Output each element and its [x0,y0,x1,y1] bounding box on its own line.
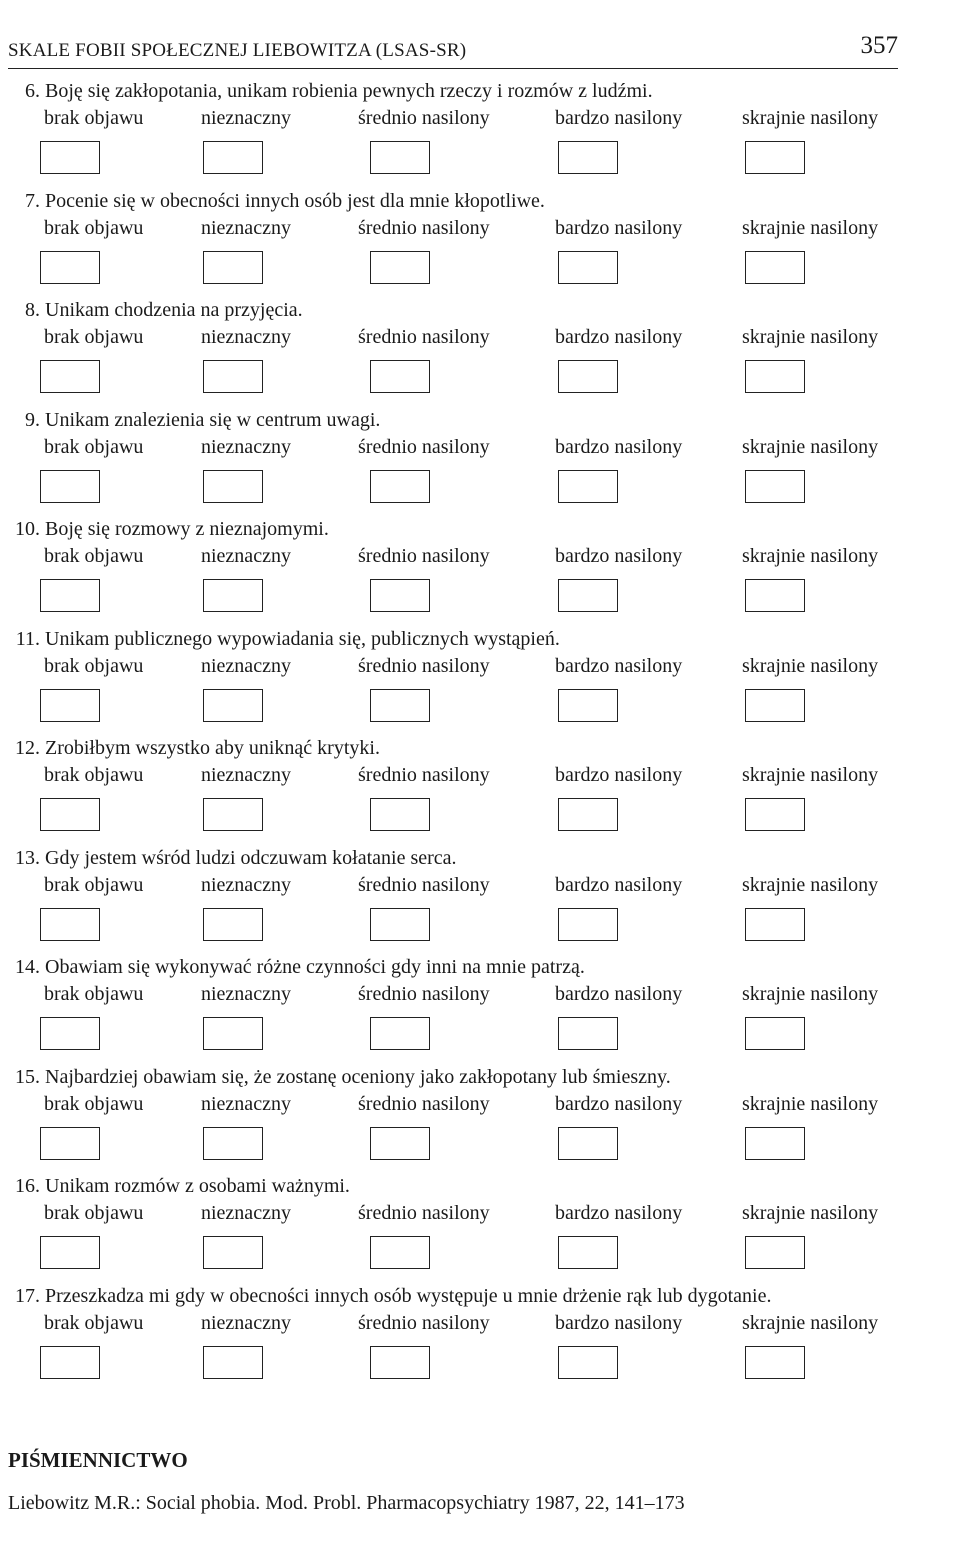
answer-checkbox[interactable] [203,798,263,831]
question-item [0,299,960,409]
reference-entry: Liebowitz M.R.: Social phobia. Mod. Probl. Pharmacopsychiatry 1987, 22, 141–173 [8,1492,685,1514]
option-label: brak objawu [44,874,144,896]
answer-checkbox[interactable] [40,1236,100,1269]
option-label: nieznaczny [201,545,291,567]
option-label: skrajnie nasilony [742,545,879,567]
question-text: Boję się zakłopotania, unikam robienia pewnych rzeczy i rozmów z ludźmi. [45,80,653,102]
option-label: brak objawu [44,1093,144,1115]
option-label: skrajnie nasilony [742,217,879,239]
option-label: brak objawu [44,983,144,1005]
question-number: 17. [15,1285,40,1307]
option-label: nieznaczny [201,655,291,677]
answer-checkbox[interactable] [203,689,263,722]
question-item [0,1066,960,1176]
option-label: skrajnie nasilony [742,655,879,677]
question-text: Obawiam się wykonywać różne czynności gdy inni na mnie patrzą. [45,956,585,978]
question-item [0,1285,960,1395]
question-text: Unikam chodzenia na przyjęcia. [45,299,303,321]
answer-checkbox[interactable] [370,798,430,831]
answer-checkbox[interactable] [40,251,100,284]
answer-checkbox[interactable] [370,251,430,284]
answer-checkbox[interactable] [370,908,430,941]
question-number: 9. [25,409,40,431]
answer-checkbox[interactable] [40,798,100,831]
option-label: brak objawu [44,326,144,348]
question-item [0,737,960,847]
option-label: nieznaczny [201,1093,291,1115]
option-label: średnio nasilony [358,545,490,567]
option-label: brak objawu [44,107,144,129]
answer-checkbox[interactable] [370,360,430,393]
answer-checkbox[interactable] [558,1346,618,1379]
answer-checkbox[interactable] [558,689,618,722]
option-label: średnio nasilony [358,764,490,786]
question-number: 8. [25,299,40,321]
option-label: brak objawu [44,436,144,458]
option-label: bardzo nasilony [555,326,683,348]
option-label: skrajnie nasilony [742,436,879,458]
option-label: średnio nasilony [358,436,490,458]
question-text: Gdy jestem wśród ludzi odczuwam kołatanie serca. [45,847,457,869]
option-label: brak objawu [44,217,144,239]
question-item [0,518,960,628]
option-label: skrajnie nasilony [742,983,879,1005]
answer-checkbox[interactable] [40,1346,100,1379]
answer-checkbox[interactable] [558,908,618,941]
answer-checkbox[interactable] [745,1346,805,1379]
answer-checkbox[interactable] [745,470,805,503]
option-label: bardzo nasilony [555,655,683,677]
option-label: brak objawu [44,1312,144,1334]
option-label: bardzo nasilony [555,107,683,129]
question-text: Pocenie się w obecności innych osób jest dla mnie kłopotliwe. [45,190,545,212]
option-label: bardzo nasilony [555,983,683,1005]
option-label: bardzo nasilony [555,1312,683,1334]
option-label: średnio nasilony [358,1093,490,1115]
option-label: nieznaczny [201,107,291,129]
option-label: nieznaczny [201,1312,291,1334]
answer-checkbox[interactable] [40,689,100,722]
option-label: średnio nasilony [358,983,490,1005]
answer-checkbox[interactable] [40,579,100,612]
answer-checkbox[interactable] [40,1017,100,1050]
answer-checkbox[interactable] [558,1017,618,1050]
answer-checkbox[interactable] [370,1127,430,1160]
answer-checkbox[interactable] [745,1236,805,1269]
option-label: bardzo nasilony [555,217,683,239]
question-number: 6. [25,80,40,102]
option-label: nieznaczny [201,326,291,348]
answer-checkbox[interactable] [745,689,805,722]
answer-checkbox[interactable] [370,579,430,612]
answer-checkbox[interactable] [558,251,618,284]
option-label: bardzo nasilony [555,764,683,786]
answer-checkbox[interactable] [745,1017,805,1050]
option-label: brak objawu [44,1202,144,1224]
question-number: 15. [15,1066,40,1088]
option-label: skrajnie nasilony [742,1202,879,1224]
option-label: skrajnie nasilony [742,764,879,786]
answer-checkbox[interactable] [40,1127,100,1160]
question-text: Boję się rozmowy z nieznajomymi. [45,518,329,540]
answer-checkbox[interactable] [745,579,805,612]
option-label: skrajnie nasilony [742,326,879,348]
option-label: bardzo nasilony [555,545,683,567]
option-label: nieznaczny [201,983,291,1005]
running-title: SKALE FOBII SPOŁECZNEJ LIEBOWITZA (LSAS-SR) [8,40,467,61]
question-number: 10. [15,518,40,540]
option-label: skrajnie nasilony [742,874,879,896]
answer-checkbox[interactable] [370,1017,430,1050]
question-item [0,847,960,957]
answer-checkbox[interactable] [40,360,100,393]
option-label: nieznaczny [201,1202,291,1224]
question-item [0,409,960,519]
answer-checkbox[interactable] [370,1346,430,1379]
question-item [0,1175,960,1285]
option-label: nieznaczny [201,217,291,239]
answer-checkbox[interactable] [203,251,263,284]
option-label: skrajnie nasilony [742,1093,879,1115]
answer-checkbox[interactable] [558,470,618,503]
answer-checkbox[interactable] [203,1017,263,1050]
question-number: 14. [15,956,40,978]
option-label: skrajnie nasilony [742,107,879,129]
answer-checkbox[interactable] [558,579,618,612]
answer-checkbox[interactable] [558,1236,618,1269]
answer-checkbox[interactable] [203,908,263,941]
option-label: nieznaczny [201,436,291,458]
option-label: nieznaczny [201,874,291,896]
option-label: brak objawu [44,655,144,677]
answer-checkbox[interactable] [203,579,263,612]
question-text: Przeszkadza mi gdy w obecności innych osób występuje u mnie drżenie rąk lub dygotanie. [45,1285,772,1307]
question-text: Zrobiłbym wszystko aby uniknąć krytyki. [45,737,380,759]
references-heading: PIŚMIENNICTWO [8,1448,188,1472]
answer-checkbox[interactable] [40,470,100,503]
answer-checkbox[interactable] [370,141,430,174]
answer-checkbox[interactable] [558,360,618,393]
option-label: nieznaczny [201,764,291,786]
option-label: średnio nasilony [358,1202,490,1224]
question-text: Unikam publicznego wypowiadania się, publicznych wystąpień. [45,628,560,650]
answer-checkbox[interactable] [203,141,263,174]
option-label: bardzo nasilony [555,1202,683,1224]
answer-checkbox[interactable] [370,689,430,722]
option-label: bardzo nasilony [555,436,683,458]
question-item [0,956,960,1066]
answer-checkbox[interactable] [370,470,430,503]
option-label: średnio nasilony [358,107,490,129]
question-item [0,190,960,300]
option-label: średnio nasilony [358,217,490,239]
option-label: skrajnie nasilony [742,1312,879,1334]
answer-checkbox[interactable] [370,1236,430,1269]
question-number: 13. [15,847,40,869]
answer-checkbox[interactable] [40,141,100,174]
answer-checkbox[interactable] [745,1127,805,1160]
answer-checkbox[interactable] [745,141,805,174]
question-number: 11. [15,628,40,650]
page-number: 357 [860,32,898,59]
answer-checkbox[interactable] [558,1127,618,1160]
page-header [8,30,898,69]
answer-checkbox[interactable] [745,360,805,393]
question-number: 16. [15,1175,40,1197]
option-label: bardzo nasilony [555,1093,683,1115]
answer-checkbox[interactable] [203,1346,263,1379]
question-item [0,628,960,738]
answer-checkbox[interactable] [558,141,618,174]
option-label: średnio nasilony [358,1312,490,1334]
question-text: Unikam rozmów z osobami ważnymi. [45,1175,350,1197]
option-label: bardzo nasilony [555,874,683,896]
answer-checkbox[interactable] [745,908,805,941]
answer-checkbox[interactable] [40,908,100,941]
answer-checkbox[interactable] [203,360,263,393]
answer-checkbox[interactable] [203,1127,263,1160]
answer-checkbox[interactable] [203,470,263,503]
option-label: brak objawu [44,764,144,786]
question-number: 7. [25,190,40,212]
question-text: Unikam znalezienia się w centrum uwagi. [45,409,381,431]
question-text: Najbardziej obawiam się, że zostanę oceniony jako zakłopotany lub śmieszny. [45,1066,671,1088]
option-label: brak objawu [44,545,144,567]
question-number: 12. [15,737,40,759]
answer-checkbox[interactable] [558,798,618,831]
option-label: średnio nasilony [358,655,490,677]
answer-checkbox[interactable] [745,798,805,831]
option-label: średnio nasilony [358,874,490,896]
question-item [0,80,960,190]
answer-checkbox[interactable] [203,1236,263,1269]
option-label: średnio nasilony [358,326,490,348]
answer-checkbox[interactable] [745,251,805,284]
